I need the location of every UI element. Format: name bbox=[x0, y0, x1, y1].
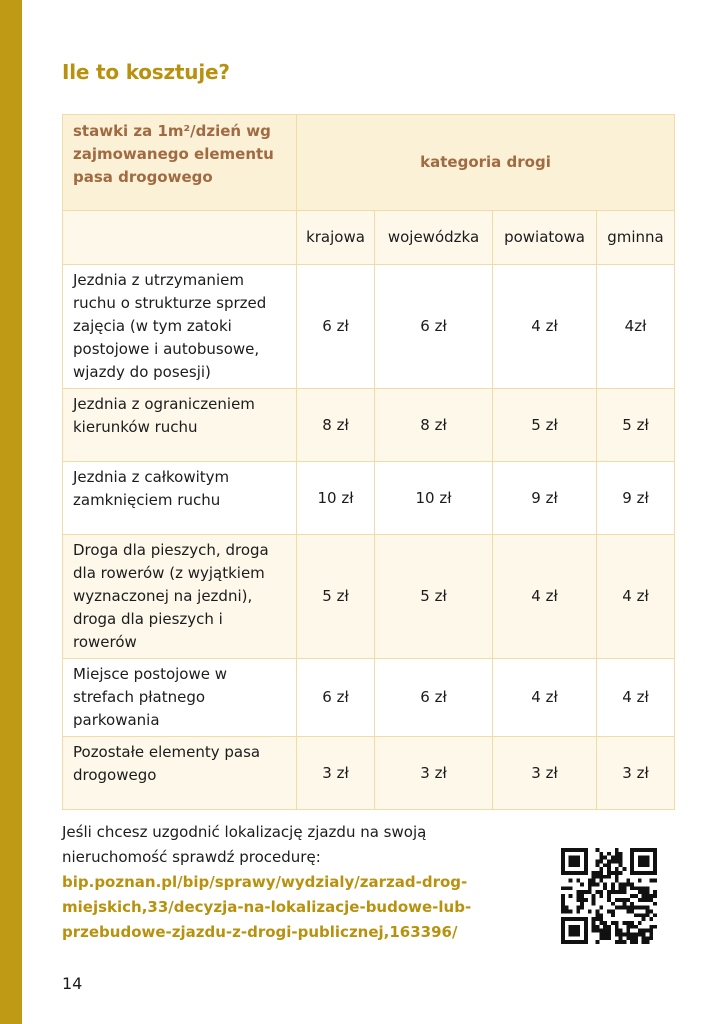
rate-cell: 8 zł bbox=[375, 389, 493, 462]
row-label: Pozostałe elementy pasa drogowego bbox=[63, 737, 297, 810]
row-label: Miejsce postojowe w strefach płatnego parkowania bbox=[63, 659, 297, 737]
table-row bbox=[63, 737, 675, 810]
row-label: Jezdnia z ograniczeniem kierunków ruchu bbox=[63, 389, 297, 462]
rate-cell: 6 zł bbox=[375, 659, 493, 737]
column-header: powiatowa bbox=[493, 211, 597, 265]
procedure-link[interactable]: bip.poznan.pl/bip/sprawy/wydzialy/zarzad-drog-miejskich,33/decyzja-na-lokalizacje-budowe-lub-przebudowe-zjazdu-z-drogi-publicznej,163396/ bbox=[62, 873, 472, 941]
column-header: krajowa bbox=[297, 211, 375, 265]
rate-cell: 3 zł bbox=[297, 737, 375, 810]
row-label: Jezdnia z utrzymaniem ruchu o strukturze sprzed zajęcia (w tym zatoki postojowe i autobusowe, wjazdy do posesji) bbox=[63, 265, 297, 389]
rate-cell: 4zł bbox=[597, 265, 675, 389]
rates-table bbox=[62, 114, 675, 810]
rate-cell: 4 zł bbox=[597, 535, 675, 659]
rate-cell: 5 zł bbox=[597, 389, 675, 462]
table-row bbox=[63, 535, 675, 659]
rate-cell: 3 zł bbox=[597, 737, 675, 810]
rate-cell: 5 zł bbox=[297, 535, 375, 659]
category-header: kategoria drogi bbox=[297, 115, 675, 211]
rate-cell: 4 zł bbox=[493, 265, 597, 389]
page-number: 14 bbox=[62, 974, 83, 993]
side-accent-bar bbox=[0, 0, 22, 1024]
row-label: Jezdnia z całkowitym zamknięciem ruchu bbox=[63, 462, 297, 535]
column-header: gminna bbox=[597, 211, 675, 265]
page-heading: Ile to kosztuje? bbox=[62, 60, 230, 84]
rate-cell: 6 zł bbox=[375, 265, 493, 389]
rate-cell: 10 zł bbox=[375, 462, 493, 535]
rate-cell: 6 zł bbox=[297, 659, 375, 737]
empty-header-cell bbox=[63, 211, 297, 265]
procedure-note bbox=[62, 820, 512, 945]
table-row bbox=[63, 389, 675, 462]
table-row bbox=[63, 659, 675, 737]
column-header: wojewódzka bbox=[375, 211, 493, 265]
rate-cell: 9 zł bbox=[597, 462, 675, 535]
row-label: Droga dla pieszych, droga dla rowerów (z wyjątkiem wyznaczonej na jezdni), droga dla pieszych i rowerów bbox=[63, 535, 297, 659]
table-row bbox=[63, 462, 675, 535]
rate-cell: 5 zł bbox=[493, 389, 597, 462]
table-corner-header: stawki za 1m²/dzień wg zajmowanego elementu pasa drogowego bbox=[63, 115, 297, 211]
table-row bbox=[63, 265, 675, 389]
rate-cell: 4 zł bbox=[493, 659, 597, 737]
procedure-text: Jeśli chcesz uzgodnić lokalizację zjazdu na swoją nieruchomość sprawdź procedurę: bbox=[62, 823, 427, 866]
rate-cell: 9 zł bbox=[493, 462, 597, 535]
rate-cell: 3 zł bbox=[375, 737, 493, 810]
rate-cell: 4 zł bbox=[493, 535, 597, 659]
rate-cell: 4 zł bbox=[597, 659, 675, 737]
rate-cell: 8 zł bbox=[297, 389, 375, 462]
rate-cell: 10 zł bbox=[297, 462, 375, 535]
qr-code-icon bbox=[561, 848, 657, 944]
rate-cell: 6 zł bbox=[297, 265, 375, 389]
rate-cell: 3 zł bbox=[493, 737, 597, 810]
rate-cell: 5 zł bbox=[375, 535, 493, 659]
